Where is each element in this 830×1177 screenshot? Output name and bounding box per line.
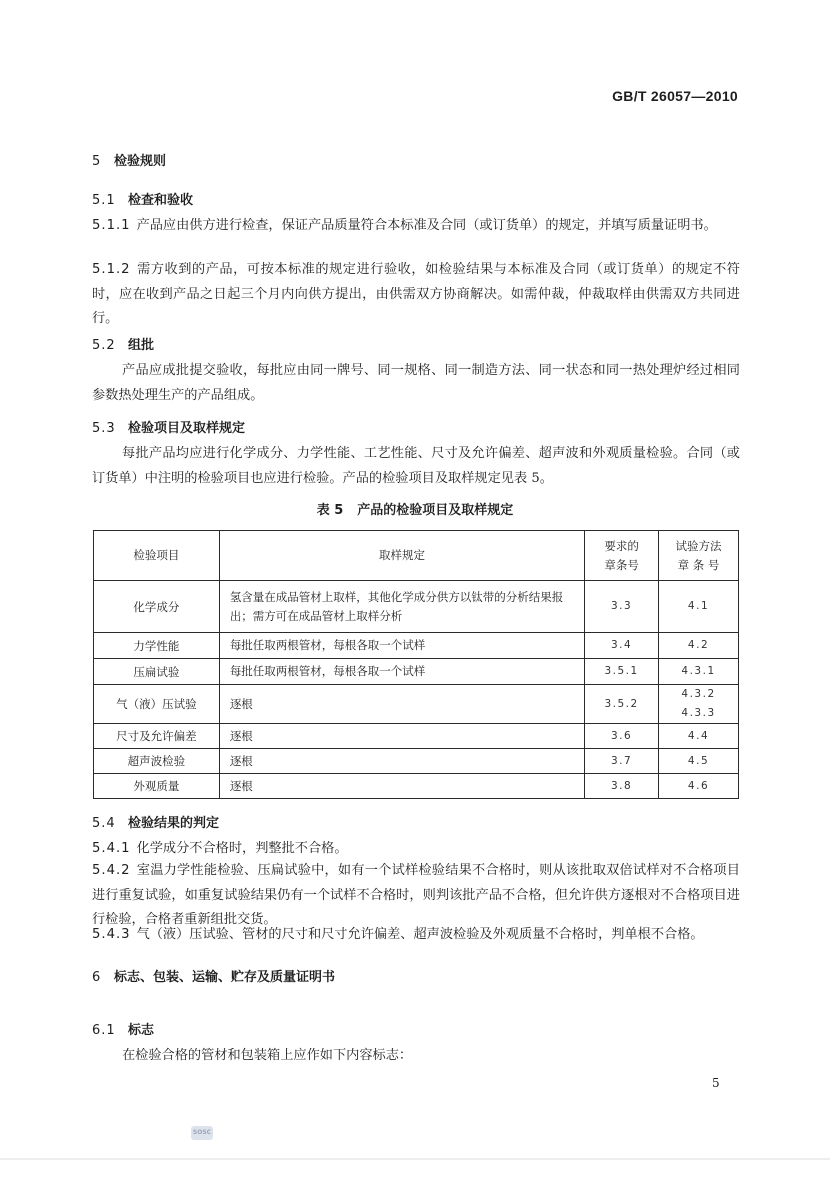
watermark-stamp-icon: SOSC (191, 1126, 213, 1140)
section-title: 检查和验收 (128, 193, 194, 208)
clause-number: 5.4.2 (92, 863, 131, 878)
section-title: 标志、包装、运输、贮存及质量证明书 (114, 970, 336, 985)
section-title: 检验规则 (114, 154, 167, 169)
clause-number: 5.1.2 (92, 262, 131, 277)
table-row (94, 659, 739, 685)
cell-method: 4.4 (659, 724, 739, 749)
cell-item: 气（液）压试验 (94, 685, 220, 724)
cell-requirement: 3.5.2 (585, 685, 659, 724)
section-number: 5.4 (92, 816, 116, 831)
table-label: 表 5 (316, 503, 344, 518)
page-bottom-divider (0, 1158, 830, 1160)
header-requirement-clause (585, 531, 659, 581)
clause-text: 化学成分不合格时，判整批不合格。 (136, 841, 348, 856)
method-line: 4.3.3 (681, 707, 716, 719)
cell-requirement: 3.3 (585, 581, 659, 633)
section-5-heading (92, 150, 166, 169)
cell-method: 4.2 (659, 633, 739, 659)
section-5-3-heading (92, 417, 245, 436)
section-6-heading (92, 966, 335, 985)
page-number: 5 (712, 1076, 720, 1090)
cell-item: 超声波检验 (94, 749, 220, 774)
cell-sampling: 氢含量在成品管材上取样，其他化学成分供方以钛带的分析结果报出；需方可在成品管材上取样分析 (219, 581, 584, 633)
cell-sampling: 逐根 (219, 749, 584, 774)
table-header-row (94, 531, 739, 581)
cell-requirement: 3.8 (585, 774, 659, 799)
clause-5-1-2 (92, 258, 740, 332)
section-5-2-text: 产品应成批提交验收，每批应由同一牌号、同一规格、同一制造方法、同一状态和同一热处理炉经过相同参数热处理生产的产品组成。 (92, 363, 740, 403)
section-number: 5.3 (92, 421, 116, 436)
table-row (94, 774, 739, 799)
clause-5-4-1 (92, 837, 740, 862)
clause-text: 需方收到的产品，可按本标准的规定进行验收，如检验结果与本标准及合同（或订货单）的规定不符时，应在收到产品之日起三个月内向供方提出，由供需双方协商解决。如需仲裁，仲裁取样由供需双方共同进行。 (92, 262, 740, 326)
table-row (94, 685, 739, 724)
table-5-title (0, 499, 830, 518)
section-title: 标志 (128, 1023, 155, 1038)
section-5-2-heading (92, 334, 154, 353)
section-6-1-text: 在检验合格的管材和包装箱上应作如下内容标志： (122, 1048, 413, 1063)
table-row (94, 581, 739, 633)
cell-item: 化学成分 (94, 581, 220, 633)
cell-requirement: 3.6 (585, 724, 659, 749)
clause-text: 气（液）压试验、管材的尺寸和尺寸允许偏差、超声波检验及外观质量不合格时，判单根不合格。 (136, 927, 704, 942)
section-5-4-heading (92, 812, 219, 831)
table-caption: 产品的检验项目及取样规定 (357, 503, 514, 518)
clause-number: 5.4.3 (92, 927, 131, 942)
header-line: 要求的 (604, 538, 639, 553)
section-number: 6 (92, 970, 101, 985)
cell-sampling: 逐根 (219, 724, 584, 749)
section-title: 组批 (128, 338, 155, 353)
clause-5-4-2 (92, 859, 740, 933)
standard-code: GB/T 26057—2010 (612, 88, 738, 104)
cell-sampling: 每批任取两根管材，每根各取一个试样 (219, 633, 584, 659)
cell-requirement: 3.4 (585, 633, 659, 659)
table-row (94, 724, 739, 749)
clause-number: 5.4.1 (92, 841, 131, 856)
cell-method: 4.6 (659, 774, 739, 799)
clause-5-1-1 (92, 214, 740, 239)
clause-number: 5.1.1 (92, 218, 131, 233)
header-test-method-clause (659, 531, 739, 581)
table-row (94, 633, 739, 659)
clause-text: 产品应由供方进行检查，保证产品质量符合本标准及合同（或订货单）的规定，并填写质量证明书。 (136, 218, 717, 233)
section-number: 5 (92, 154, 101, 169)
header-sampling: 取样规定 (219, 531, 584, 581)
cell-requirement: 3.5.1 (585, 659, 659, 685)
cell-sampling: 逐根 (219, 685, 584, 724)
section-number: 5.1 (92, 193, 116, 208)
cell-item: 力学性能 (94, 633, 220, 659)
cell-method: 4.5 (659, 749, 739, 774)
cell-sampling: 每批任取两根管材，每根各取一个试样 (219, 659, 584, 685)
cell-method: 4.3.1 (659, 659, 739, 685)
header-line: 章 条 号 (677, 557, 720, 572)
method-line: 4.3.2 (681, 688, 716, 700)
cell-method: 4.1 (659, 581, 739, 633)
table-row (94, 749, 739, 774)
header-item: 检验项目 (94, 531, 220, 581)
cell-sampling: 逐根 (219, 774, 584, 799)
section-5-3-text: 每批产品均应进行化学成分、力学性能、工艺性能、尺寸及允许偏差、超声波和外观质量检验。合同（或订货单）中注明的检验项目也应进行检验。产品的检验项目及取样规定见表 5。 (92, 446, 740, 486)
section-6-1-heading (92, 1019, 154, 1038)
header-line: 试验方法 (675, 538, 722, 553)
cell-item: 尺寸及允许偏差 (94, 724, 220, 749)
section-number: 5.2 (92, 338, 116, 353)
cell-method (659, 685, 739, 724)
clause-5-4-3 (92, 923, 740, 948)
section-title: 检验项目及取样规定 (128, 421, 246, 436)
header-line: 章条号 (604, 557, 639, 572)
cell-requirement: 3.7 (585, 749, 659, 774)
section-number: 6.1 (92, 1023, 116, 1038)
inspection-table (93, 530, 739, 799)
cell-item: 压扁试验 (94, 659, 220, 685)
section-title: 检验结果的判定 (128, 816, 220, 831)
section-5-1-heading (92, 189, 193, 208)
cell-item: 外观质量 (94, 774, 220, 799)
clause-text: 室温力学性能检验、压扁试验中，如有一个试样检验结果不合格时，则从该批取双倍试样对不合格项目进行重复试验，如重复试验结果仍有一个试样不合格时，则判该批产品不合格，但允许供方逐根对不合格项目进行检验，合格者重新组批交货。 (92, 863, 740, 927)
